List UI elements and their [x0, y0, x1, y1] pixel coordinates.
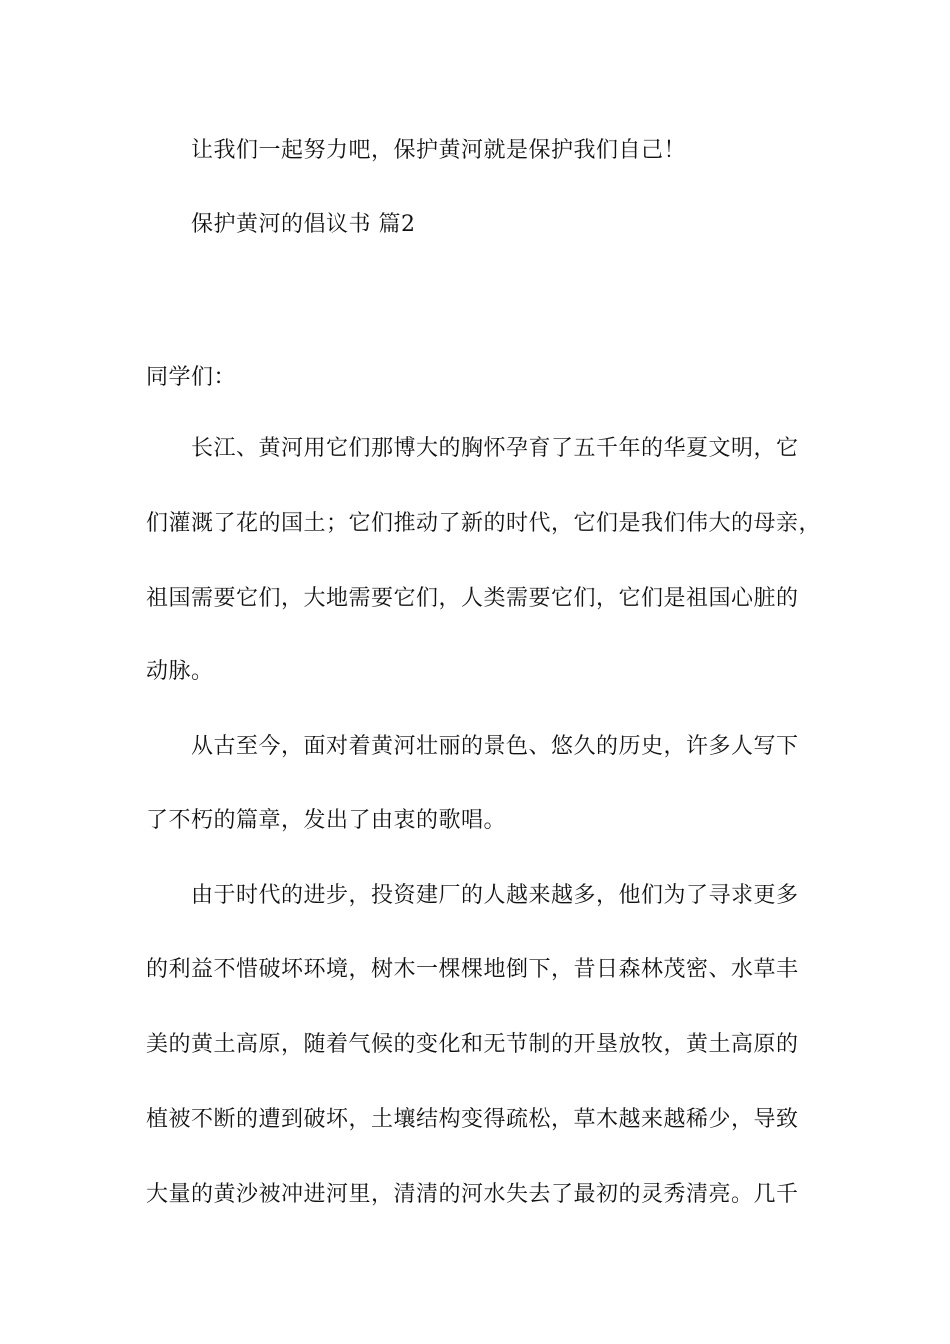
- paragraph-3-line-2: 的利益不惜破坏环境，树木一棵棵地倒下，昔日森林茂密、水草丰: [146, 957, 799, 982]
- paragraph-1-line-4: 动脉。: [146, 659, 214, 684]
- paragraph-1-line-3: 祖国需要它们，大地需要它们，人类需要它们，它们是祖国心脏的: [146, 586, 799, 611]
- paragraph-3-line-1: 由于时代的进步，投资建厂的人越来越多，他们为了寻求更多: [191, 883, 799, 908]
- paragraph-1-line-1: 长江、黄河用它们那博大的胸怀孕育了五千年的华夏文明，它: [191, 436, 799, 461]
- paragraph-3-line-3: 美的黄土高原，随着气候的变化和无节制的开垦放牧，黄土高原的: [146, 1032, 799, 1057]
- salutation: 同学们：: [146, 365, 237, 390]
- paragraph-2-line-2: 了不朽的篇章，发出了由衷的歌唱。: [146, 808, 507, 833]
- paragraph-3-line-5: 大量的黄沙被冲进河里，清清的河水失去了最初的灵秀清亮。几千: [146, 1182, 799, 1207]
- paragraph-1-line-2: 们灌溉了花的国土；它们推动了新的时代，它们是我们伟大的母亲，: [146, 511, 822, 536]
- paragraph-2-line-1: 从古至今，面对着黄河壮丽的景色、悠久的历史，许多人写下: [191, 734, 799, 759]
- paragraph-3-line-4: 植被不断的遭到破坏，土壤结构变得疏松，草木越来越稀少，导致: [146, 1107, 799, 1132]
- closing-sentence: 让我们一起努力吧，保护黄河就是保护我们自己！: [191, 138, 687, 163]
- section-heading: 保护黄河的倡议书 篇2: [191, 212, 416, 237]
